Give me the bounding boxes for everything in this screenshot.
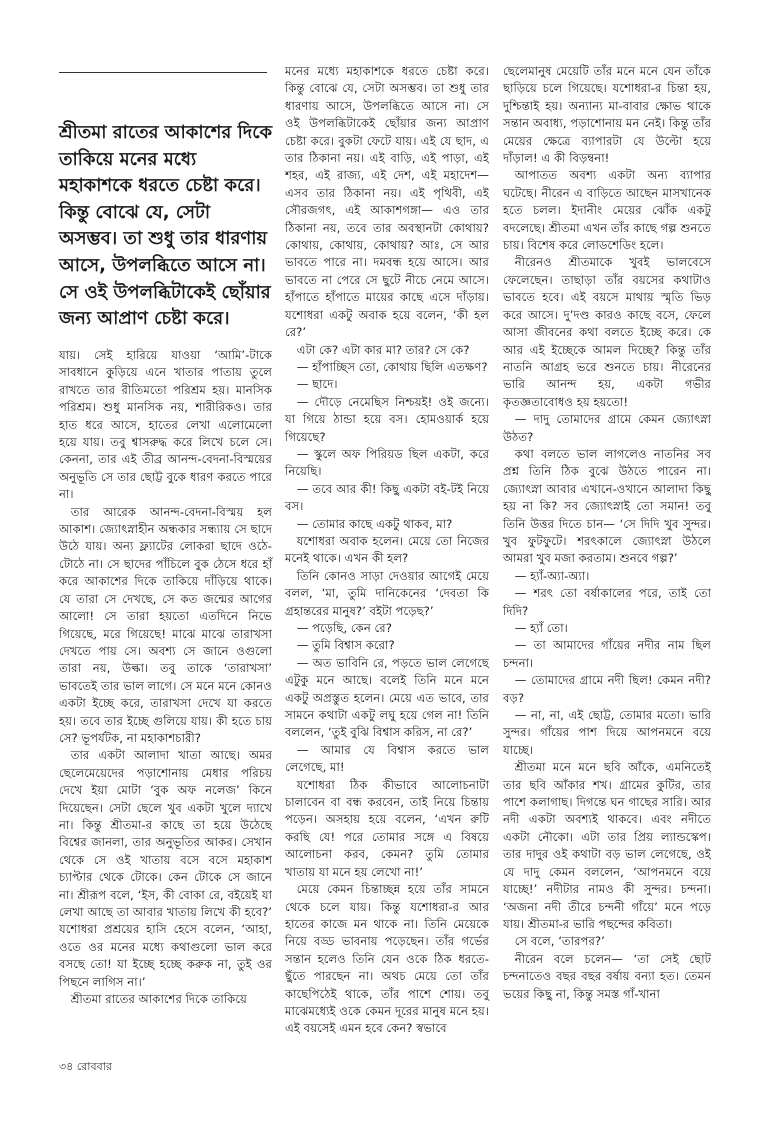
paragraph: — হাঁপাচ্ছিস তো, কোথায় ছিলি এতক্ষণ?: [296, 359, 488, 374]
paragraph: — হ্যাঁ তো।: [514, 621, 568, 635]
text-column-1: [59, 347, 272, 1008]
paragraph: ছেলেমানুষ মেয়েটি তাঁর মনে মনে যেন তাঁকে ছাড়িয়ে চলে গিয়েছে। যশোধরা-র চিন্তা হয়, দুশ্চিন্তাই হয়। অন্যান্য মা-বাবার ক্ষোভ থাকে সন্তান অবাধ্য, পড়াশোনায় মন নেই। কিন্তু তাঁর মেয়ের ক্ষেত্রে ব্যাপারটা যে উল্টো হয়ে দাঁড়াল! এ কী বিড়ম্বনা!: [503, 64, 711, 166]
paragraph: তার একটা আলাদা খাতা আছে। অমর ছেলেমেয়েদের পড়াশোনায় মেধার পরিচয় দেখে ইয়া মোটা ‘বুক অফ নলেজ’ কিনে দিয়েছেন। সেটা ছেলে খুব একটা খুলে দ্যাখে না। কিন্তু শ্রীতমা-র কাছে তা হয়ে উঠেছে বিশ্বের জানলা, তার অনুভূতির আকর। সেখান থেকে সে ওই খাতায় বসে বসে মহাকাশ চ্যাপ্টার থেকে টোকে। কেন টোকে সে জানে না। শ্রীরূপ বলে, ‘ইস, কী বোকা রে, বইয়েই যা লেখা আছে তা আবার খাতায় লিখে কী হবে?’ যশোধরা প্রশ্রয়ের হাসি হেসে বলেন, ‘আহা, ওতে ওর মনের মধ্যে কথাগুলো ভাল করে বসছে তো! যা ইচ্ছে হচ্ছে করুক না, তুই ওর পিছনে লাগিস না।’: [59, 748, 272, 989]
paragraph: — তবে আর কী! কিছু একটা বই-টই নিয়ে বস।: [285, 481, 489, 514]
paragraph: শ্রীতমা মনে মনে ছবি আঁকে, এমনিতেই তার ছবি আঁকার শখ। গ্রামের কুটির, তার পাশে কলাগাছ। দিগন্তে ঘন গাছের সারি। আর নদী একটা অবশ্যই থাকবে। এবং নদীতে একটা নৌকো। এটা তার প্রিয় ল্যান্ডস্কেপ। তার দাদুর ওই কথাটা বড় ভাল লেগেছে, ওই যে দাদু কেমন বললেন, ‘আপনমনে বয়ে যাচ্ছে!’ নদীটার নামও কী সুন্দর। চন্দনা। ‘অজনা নদী তীরে চন্দনী গাঁয়ে’ মনে পড়ে যায়। শ্রীতমা-র ভারি পছন্দের কবিতা।: [503, 760, 711, 931]
paragraph: — দাদু তোমাদের গ্রামে কেমন জ্যোৎস্না উঠত?: [503, 412, 711, 444]
paragraph: এটা কে? এটা কার মা? তার? সে কে?: [296, 342, 470, 357]
paragraph: যায়। সেই হারিয়ে যাওয়া ‘আমি’-টাকে সাবধানে কুড়িয়ে এনে খাতার পাতায় তুলে রাখতে তার রীতিমতো পরিশ্রম হয়। মানসিক পরিশ্রম। শুধু মানসিক নয়, শারীরিকও। তার হাত ধরে আসে, হাতের লেখা এলোমেলো হয়ে যায়। তবু শ্বাসরুদ্ধ করে লিখে চলে সে। কেননা, তার এই তীব্র আনন্দ-বেদনা-বিস্ময়ের অনুভূতি সে তার ছোট্ট বুকে ধারণ করতে পারে না।: [59, 348, 272, 502]
paragraph: তার আরেক আনন্দ-বেদনা-বিস্ময় হল আকাশ। জ্যোৎস্নাহীন অন্ধকার সন্ধ্যায় সে ছাদে উঠে যায়। অন্য ফ্ল্যাটের লোকরা ছাদে ওঠে-টোঠে না। সে ছাদের পাঁচিলে বুক ঠেসে ধরে হাঁ করে আকাশের দিকে তাকিয়ে দাঁড়িয়ে থাকে। যে তারা সে দেখছে, সে কত জন্মের আগের আলো! সে তারা হয়তো এতদিনে নিভে গিয়েছে, মরে গিয়েছে! মাঝে মাঝে তারাখসা দেখতে পায় সে। অবশ্য সে জানে ওগুলো তারা নয়, উল্কা। তবু তাকে ‘তারাখসা’ ভাবতেই তার ভাল লাগে। সে মনে মনে কোনও একটা ইচ্ছে করে, তারাখসা দেখে যা করতে হয়। তবে তার ইচ্ছে গুলিয়ে যায়। কী হতে চায় সে? ভূপর্যটক, না মহাকাশচারী?: [59, 504, 272, 745]
paragraph: মেয়ে কেমন চিন্তাচ্ছন্ন হয়ে তাঁর সামনে থেকে চলে যায়। কিন্তু যশোধরা-র আর হাতের কাজে মন থাকে না। তিনি মেয়েকে নিয়ে বড্ড ভাবনায় পড়েছেন। তাঁর গর্ভের সন্তান হলেও তিনি যেন ওকে ঠিক ধরতে-ছুঁতে পারছেন না। অথচ মেয়ে তো তাঁর কাছেপিঠেই থাকে, তাঁর পাশে শোয়। তবু মাঝেমধ্যেই ওকে কেমন দূরের মানুষ মনে হয়। এই বয়সেই এমন হবে কেন? স্বভাবে: [285, 882, 489, 1036]
paragraph: মনের মধ্যে মহাকাশকে ধরতে চেষ্টা করে। কিন্তু বোঝে যে, সেটা অসম্ভব। তা শুধু তার ধারণায় আসে, উপলব্ধিতে আসে না। সে ওই উপলব্ধিটাকেই ছোঁয়ার জন্য আপ্রাণ চেষ্টা করে। বুকটা ফেটে যায়। এই যে ছাদ, এ তার ঠিকানা নয়। এই বাড়ি, এই পাড়া, এই শহর, এই রাজ্য, এই দেশ, এই মহাদেশ— এসব তার ঠিকানা নয়। এই পৃথিবী, এই সৌরজগৎ, এই আকাশগঙ্গা— এও তার ঠিকানা নয়, তবে তার অবস্থানটা কোথায়? কোথায়, কোথায়, কোথায়? আঃ, সে আর ভাবতে পারে না। দমবন্ধ হয়ে আসে। আর ভাবতে না পেরে সে ছুটে নীচে নেমে আসে। হাঁপাতে হাঁপাতে মায়ের কাছে এসে দাঁড়ায়। যশোধরা একটু অবাক হয়ে বলেন, ‘কী হল রে?’: [285, 64, 489, 340]
text-column-2: [285, 63, 489, 1038]
paragraph: নীরেনও শ্রীতমাকে খুবই ভালবেসে ফেলেছেন। তাছাড়া তাঁর বয়সের কথাটাও ভাবতে হবে। এই বয়সে মাথায় স্মৃতি ভিড় করে আসে। দু’দণ্ড কারও কাছে বসে, ফেলে আসা জীবনের কথা বলতে ইচ্ছে করে। কে আর এই ইচ্ছেকে আমল দিচ্ছে? কিন্তু তাঁর নাতনি আগ্রহ ভরে শুনতে চায়। নীরেনের ভারি আনন্দ হয়, একটা গভীর কৃতজ্ঞতাবোধও হয় হয়তো!: [503, 255, 711, 409]
paragraph: — তোমাদের গ্রামে নদী ছিল! কেমন নদী? বড়?: [503, 673, 711, 705]
paragraph: যশোধরা ঠিক কীভাবে আলোচনাটা চালাবেন বা বন্ধ করবেন, তাই নিয়ে চিন্তায় পড়েন। অসহায় হয়ে বলেন, ‘এখন রুটি করছি যে! পরে তোমার সঙ্গে এ বিষয়ে আলোচনা করব, কেমন? তুমি তোমার খাতায় যা মনে হয় লেখো না!’: [285, 777, 489, 879]
paragraph: — দৌড়ে নেমেছিস নিশ্চয়ই! ওই জন্যে। যা গিয়ে ঠান্ডা হয়ে বস। হোমওয়ার্ক হয়ে গিয়েছে?: [285, 394, 489, 444]
paragraph: শ্রীতমা রাতের আকাশের দিকে তাকিয়ে: [70, 992, 247, 1007]
paragraph: — শরৎ তো বর্ষাকালের পরে, তাই তো দিদি?: [503, 586, 711, 618]
paragraph: আপাতত অবশ্য একটা অন্য ব্যাপার ঘটেছে। নীরেন এ বাড়িতে আছেন মাসখানেক হতে চলল। ইদানীং মেয়ের ঝোঁক একটু বদলেছে। শ্রীতমা এখন তাঁর কাছে গল্প শুনতে চায়। বিশেষ করে লোডশেডিং হলে।: [503, 168, 711, 253]
paragraph: নীরেন বলে চলেন— ‘তা সেই ছোট চন্দনাতেও বছর বছর বর্ষায় বন্যা হত। তেমন ভয়ের কিছু না, কিন্তু সমস্ত গাঁ-খানা: [503, 951, 711, 1001]
page-footer: ৩৪ রোববার: [59, 1060, 112, 1073]
paragraph: — তোমার কাছে একটু থাকব, মা?: [296, 516, 453, 531]
pullquote-top-rule: [59, 72, 267, 73]
paragraph: তিনি কোনও সাড়া দেওয়ার আগেই মেয়ে বলল, ‘মা, তুমি দানিকেনের ‘দেবতা কি গ্রহান্তরের মানুষ?’ বইটা পড়েছ?’: [285, 568, 489, 618]
pullquote: শ্রীতমা রাতের আকাশের দিকে তাকিয়ে মনের মধ্যে মহাকাশকে ধরতে চেষ্টা করে। কিন্তু বোঝে যে, সেটা অসম্ভব। তা শুধু তার ধারণায় আসে, উপলব্ধিতে আসে না। সে ওই উপলব্ধিটাকেই ছোঁয়ার জন্য আপ্রাণ চেষ্টা করে।: [59, 122, 273, 330]
paragraph: যশোধরা অবাক হলেন। মেয়ে তো নিজের মনেই থাকে। এখন কী হল?: [285, 533, 489, 566]
paragraph: — তা আমাদের গাঁয়ের নদীর নাম ছিল চন্দনা।: [503, 638, 711, 670]
paragraph: সে বলে, ‘তারপর?’: [514, 934, 605, 949]
paragraph: — হ্যাঁ-অ্যা-অ্যা।: [514, 568, 590, 583]
text-column-3: [503, 63, 711, 1003]
paragraph: — ছাদে।: [296, 377, 338, 392]
paragraph: — না, না, এই ছোট্ট, তোমার মতো। ভারি সুন্দর। গাঁয়ের পাশ দিয়ে আপনমনে বয়ে যাচ্ছে।: [503, 708, 711, 757]
paragraph: কথা বলতে ভাল লাগলেও নাতনির সব প্রশ্ন তিনি ঠিক বুঝে উঠতে পারেন না। জ্যোৎস্না আবার এখানে-ওখানে আলাদা কিছু হয় না কি? সব জ্যোৎস্নাই তো সমান! তবু তিনি উত্তর দিতে চান— ‘সে দিদি খুব সুন্দর। খুব ফুটফুটে। শরৎকালে জ্যোৎস্না উঠলে আমরা খুব মজা করতাম। শুনবে গল্প?’: [503, 446, 711, 566]
paragraph: — তুমি বিশ্বাস করো?: [296, 638, 395, 653]
paragraph: — স্কুলে অফ পিরিয়ড ছিল একটা, করে নিয়েছি।: [285, 446, 489, 479]
paragraph: — পড়েছি, কেন রে?: [296, 621, 392, 635]
paragraph: — অত ভাবিনি রে, পড়তে ভাল লেগেছে এটুকু মনে আছে। বলেই তিনি মনে মনে একটু অপ্রস্তুত হলেন। মেয়ে এত ভাবে, তার সামনে কথাটা একটু লঘু হয়ে গেল না! তিনি বললেন, ‘তুই বুঝি বিশ্বাস করিস, না রে?’: [285, 655, 489, 740]
paragraph: — আমার যে বিশ্বাস করতে ভাল লেগেছে, মা!: [285, 742, 489, 775]
